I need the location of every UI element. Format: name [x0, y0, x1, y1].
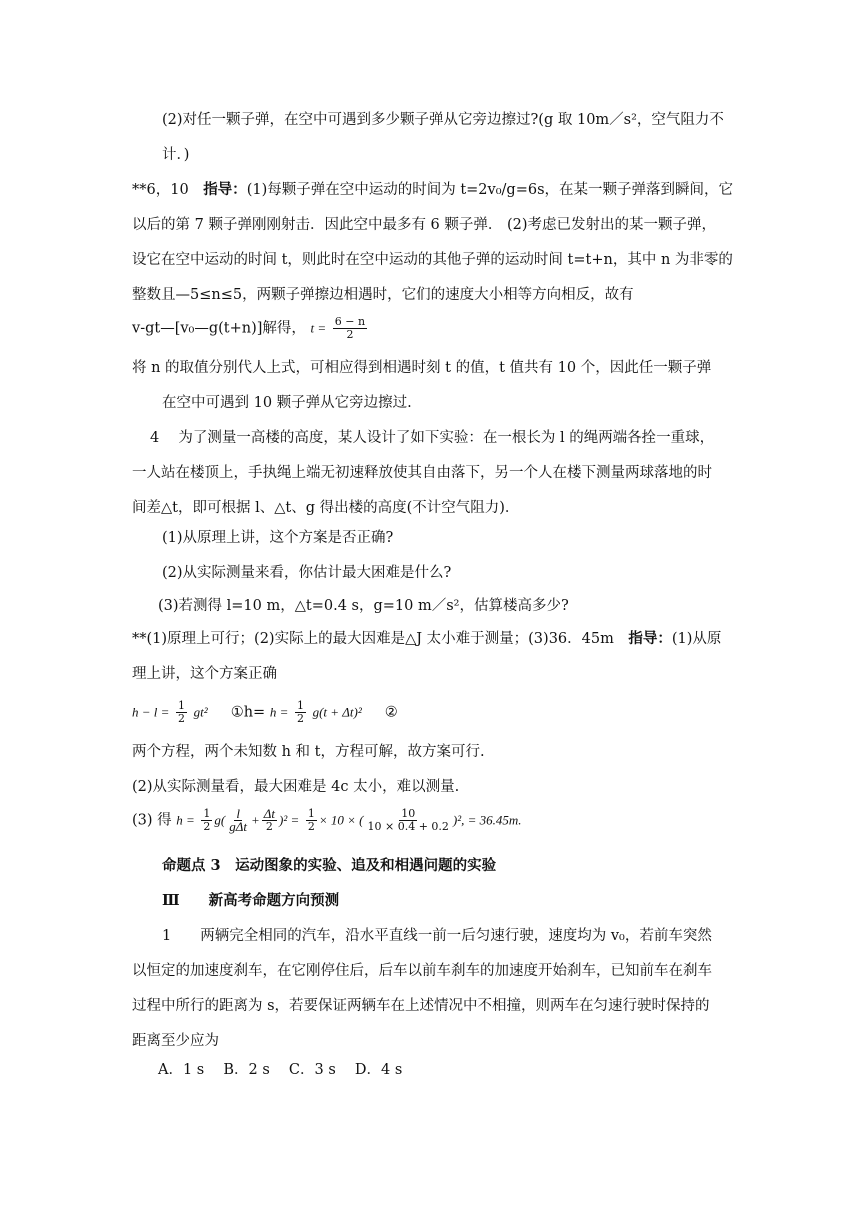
- eq3-half-den: 2: [203, 820, 211, 833]
- eq1-rhs: gt²: [193, 704, 208, 720]
- question-1-text: 1 两辆完全相同的汽车，沿水平直线一前一后匀速行驶，速度均为 v₀，若前车突然: [162, 928, 712, 944]
- eq3-frac2-den: 2: [265, 820, 273, 833]
- eq3-end: )², = 36.45m.: [452, 812, 522, 828]
- fraction-denominator: 2: [346, 328, 354, 341]
- eq3-half: [201, 808, 212, 833]
- equation-text: v-gt—[v₀—g(t+n)]解得，: [132, 320, 306, 337]
- question-4-part-3: (3)若测得 l=10 m，△t=0.4 s，g=10 m／s²，估算楼高多少?: [158, 598, 569, 614]
- eq3-half-num: 1: [203, 807, 211, 820]
- eq3-frac1: [227, 808, 249, 833]
- equation-row-1: [132, 700, 398, 725]
- eq1-fraction: [176, 700, 187, 725]
- eq3-plus: +: [251, 812, 260, 828]
- answer-4-line-4: (2)从实际测量看，最大困难是 4c 太小，难以测量.: [132, 779, 460, 795]
- eq3-h: h =: [176, 812, 195, 828]
- eq3-frac1-den: gΔt: [229, 819, 247, 834]
- answer-1-line-4: 整数且—5≤n≤5，两颗子弹擦边相遇时，它们的速度大小相等方向相反，故有: [132, 287, 634, 303]
- answer-4-line-2: 理上讲，这个方案正确: [132, 666, 277, 682]
- topic-heading: 命题点 3 运动图象的实验、追及和相遇问题的实验: [162, 857, 497, 874]
- eq3-g: g(: [214, 812, 226, 828]
- answer-4-line-3: 两个方程，两个未知数 h 和 t，方程可解，故方案可行.: [132, 744, 485, 760]
- answer-1-equation: [132, 316, 369, 341]
- question-1-text-3: 过程中所行的距离为 s，若要保证两辆车在上述情况中不相撞，则两车在匀速行驶时保持的: [132, 998, 710, 1014]
- fraction: [333, 316, 367, 341]
- question-4-text: 4 为了测量一高楼的高度，某人设计了如下实验：在一根长为 l 的绳两端各拴一重球，: [150, 430, 715, 446]
- question-4-part-2: (2)从实际测量来看，你估计最大困难是什么?: [162, 565, 452, 581]
- eq3-frac3: [366, 808, 451, 833]
- eq3-frac2-num: Δt: [263, 806, 276, 821]
- question-1-text-2: 以恒定的加速度刹车，在它刚停住后，后车以前车刹车的加速度开始刹车，已知前车在刹车: [132, 963, 712, 979]
- eq3-sq: )² =: [279, 812, 300, 828]
- answer-1-line-6: 将 n 的取值分别代人上式，可相应得到相遇时刻 t 的值，t 值共有 10 个，因此任一颗子弹: [132, 360, 712, 376]
- answer-4-key: **(1)原理上可行；(2)实际上的最大因难是△J 太小难于测量；(3)36．45m: [132, 631, 629, 647]
- eq1-frac-den: 2: [178, 712, 186, 725]
- eq3-frac3-num: 10: [401, 807, 416, 820]
- guide-label: 指导：: [628, 630, 672, 647]
- answer-1-line-2: 以后的第 7 颗子弹刚刚射击．因此空中最多有 6 颗子弹． (2)考虑已发射出的某一颗子弹，: [132, 217, 717, 233]
- eq2-frac-den: 2: [296, 712, 304, 725]
- eq1-lhs: h − l =: [132, 704, 170, 720]
- eq3-half2-den: 2: [307, 820, 315, 833]
- eq2-lhs: h =: [269, 704, 289, 720]
- equation-var: t =: [310, 320, 327, 336]
- answer-4-text: (1)从原: [671, 631, 722, 647]
- eq1-frac-num: 1: [178, 699, 186, 712]
- answer-4-line: [132, 629, 721, 649]
- eq3-frac2: [262, 808, 277, 833]
- equation-row-2: [132, 808, 522, 833]
- eq3-prefix: (3) 得: [132, 812, 172, 829]
- section-heading: Ⅲ 新高考命题方向预测: [162, 892, 340, 909]
- eq3-mid: × 10 × (: [318, 812, 364, 828]
- eq3-frac1-num: l: [236, 806, 240, 821]
- answer-1-text: (1)每颗子弹在空中运动的时间为 t=2v₀/g=6s，在某一颗子弹落到瞬间，它: [246, 182, 734, 198]
- question-1-options: A．1 s B．2 s C．3 s D．4 s: [158, 1062, 403, 1078]
- eq2-frac-num: 1: [296, 699, 304, 712]
- eq3-half-2: [306, 808, 317, 833]
- guide-label: 指导：: [203, 181, 247, 198]
- eq2-mark: ②: [384, 704, 398, 721]
- answer-1-line: [132, 180, 733, 200]
- question-4-text-3: 间差△t，即可根据 l、△t、g 得出楼的高度(不计空气阻力)．: [132, 500, 520, 516]
- question-2-text-cont: 计．): [162, 147, 190, 163]
- eq1-mark: ①h=: [230, 704, 266, 721]
- question-1-text-4: 距离至少应为: [132, 1033, 219, 1049]
- eq2-rhs: g(t + Δt)²: [312, 704, 362, 720]
- answer-1-key: **6，10: [132, 182, 204, 198]
- question-4-part-1: (1)从原理上讲，这个方案是否正确?: [162, 530, 394, 546]
- eq3-half2-num: 1: [307, 807, 315, 820]
- answer-1-line-7: 在空中可遇到 10 颗子弹从它旁边擦过.: [162, 395, 412, 411]
- question-4-text-2: 一人站在楼顶上，手执绳上端无初速释放使其自由落下，另一个人在楼下测量两球落地的时: [132, 465, 712, 481]
- eq2-fraction: [295, 700, 306, 725]
- answer-1-line-3: 设它在空中运动的时间 t，则此时在空中运动的其他子弹的运动时间 t=t+n，其中 n 为非零的: [132, 252, 733, 268]
- question-2-text: (2)对任一颗子弹，在空中可遇到多少颗子弹从它旁边擦过?(g 取 10m／s²，空气阻力不: [162, 112, 724, 128]
- fraction-numerator: 6 − n: [334, 315, 366, 328]
- eq3-frac3-den: 10 × 0.4 + 0.2: [367, 820, 449, 833]
